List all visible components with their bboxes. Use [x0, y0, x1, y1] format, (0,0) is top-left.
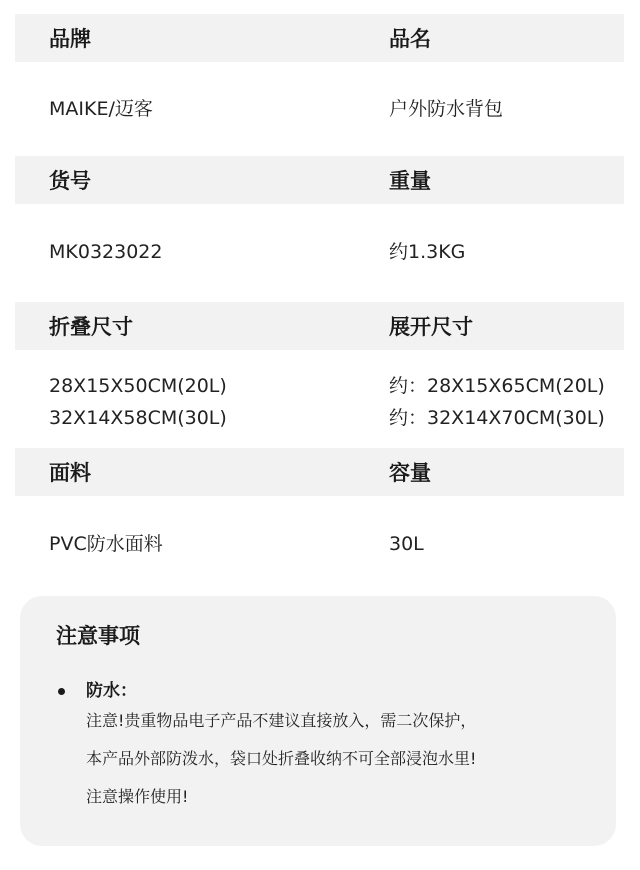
capacity-label: 容量 — [389, 461, 431, 485]
weight-label: 重量 — [389, 169, 431, 193]
spec-header-row — [15, 448, 624, 496]
item-number-label: 货号 — [49, 169, 91, 193]
notice-line: 注意!贵重物品电子产品不建议直接放入，需二次保护， — [86, 711, 477, 730]
folded-size-value: 32X14X58CM(30L) — [49, 407, 227, 429]
spec-table — [15, 14, 624, 592]
spec-value-row — [15, 62, 624, 156]
spec-value-row — [15, 496, 624, 592]
waterproof-title: 防水： — [86, 681, 137, 701]
notice-line: 本产品外部防泼水，袋口处折叠收纳不可全部浸泡水里! — [86, 749, 477, 768]
brand-value: MAIKE/迈客 — [49, 98, 153, 120]
spec-header-row — [15, 156, 624, 204]
fabric-label: 面料 — [49, 461, 91, 485]
unfolded-size-label: 展开尺寸 — [389, 315, 473, 339]
brand-label: 品牌 — [49, 27, 91, 51]
spec-header-row — [15, 302, 624, 350]
spec-header-row — [15, 14, 624, 62]
notice-line: 注意操作使用! — [86, 787, 189, 806]
product-name-value: 户外防水背包 — [389, 98, 504, 120]
product-name-label: 品名 — [389, 27, 431, 51]
fabric-value: PVC防水面料 — [49, 533, 163, 555]
notice-box — [20, 596, 616, 846]
weight-value: 约1.3KG — [389, 241, 466, 263]
spec-value-row — [15, 204, 624, 302]
bullet-icon — [58, 688, 65, 695]
unfolded-size-value: 约：32X14X70CM(30L) — [389, 407, 605, 429]
item-number-value: MK0323022 — [49, 241, 163, 263]
folded-size-label: 折叠尺寸 — [49, 315, 133, 339]
folded-size-value: 28X15X50CM(20L) — [49, 375, 227, 397]
unfolded-size-value: 约：28X15X65CM(20L) — [389, 375, 605, 397]
capacity-value: 30L — [389, 533, 424, 555]
notice-title: 注意事项 — [56, 624, 140, 648]
spec-value-row — [15, 350, 624, 448]
